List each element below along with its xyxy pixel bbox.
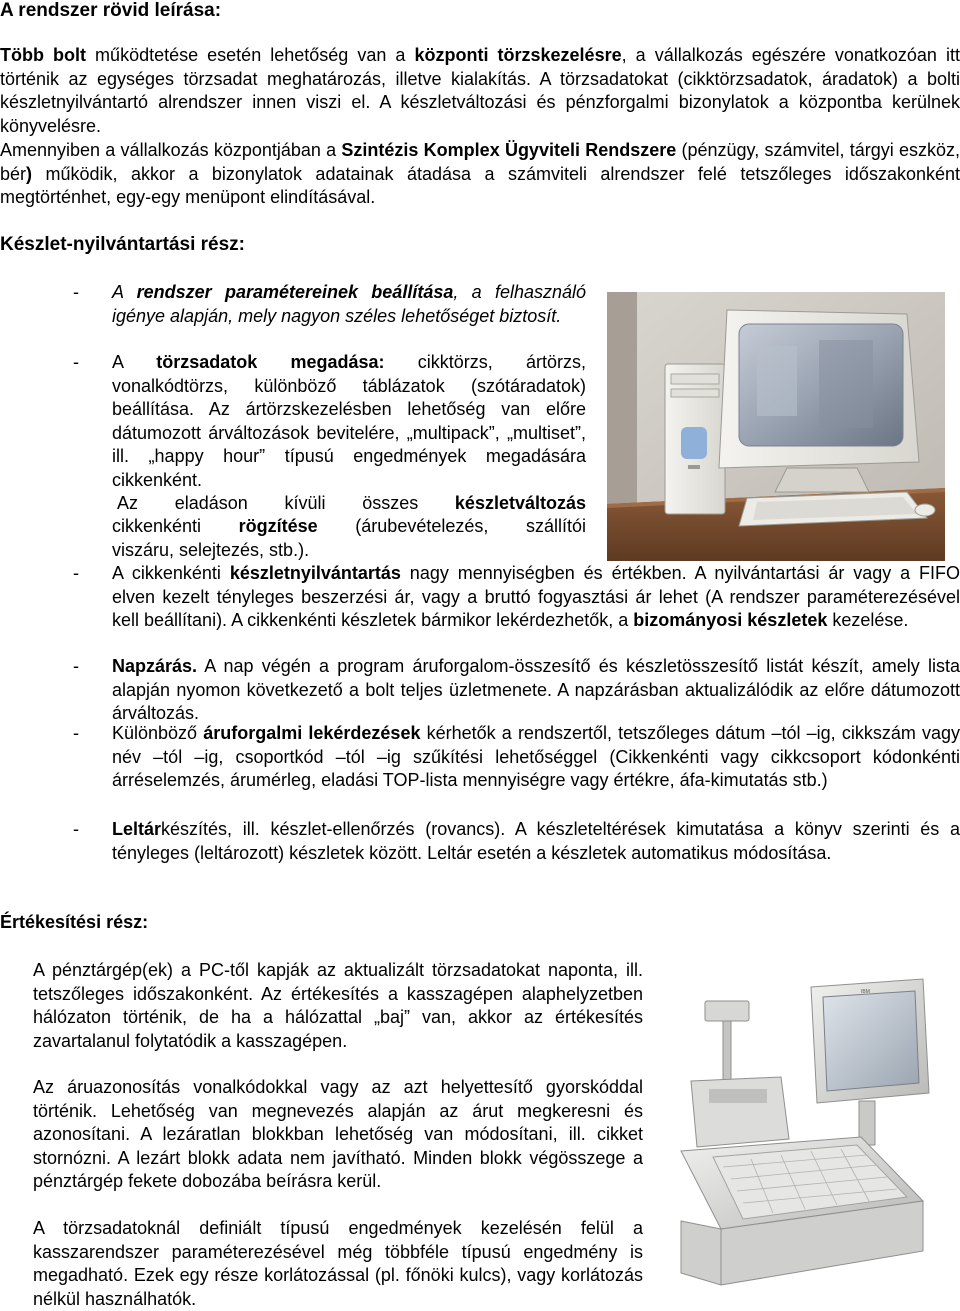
pc-photo <box>607 292 945 561</box>
list-item-stock-change-line2 <box>112 515 586 539</box>
text: Különböző <box>112 723 204 743</box>
paragraph-identification: Az áruazonosítás vonalkódokkal vagy az azt helyettesítő gyorskóddal történik. Lehetőség van megnevezés alapján az árut megkeresni és azonosítani. A lezáratlan blokkban lehetőség van módosítani, ill. cikket stornózni. A lezárt blokk adata nem javítható. Minden blokk végösszege a pénztárgép fekete dobozába beírásra kerül. <box>33 1077 643 1191</box>
list-item-stock-change-line1 <box>117 492 586 516</box>
list-dash: - <box>73 656 79 676</box>
text-bold: Leltár <box>112 819 162 839</box>
text-bold: központi törzskezelésre <box>414 45 622 65</box>
text: működtetése esetén lehetőség van a <box>86 45 415 65</box>
pos-illustration <box>661 951 946 1299</box>
text-bold: Napzárás. <box>112 656 198 676</box>
text-bold: bizományosi készletek <box>633 610 828 630</box>
text: , a vállalkozás egészére vonatkozóan itt történik az egységes törzsadat meghatározás, illetve kialakítás. A törzsadatokat (cikktörzsadatok, áradatok) a bolti készletnyilvántartó alrendszer innen viszi el. A készletváltozási és pénzforgalmi bizonylatok a központba kerülnek könyvelésre. <box>0 45 960 136</box>
list-item-master-data <box>73 351 586 492</box>
paragraph-pos-sync: A pénztárgép(ek) a PC-től kapják az aktualizált törzsadatokat naponta, ill. tetszőleges időszakonként. Az értékesítés a kasszagépen alaphelyzetben hálózaton történik, de ha a hálózattal „baj” van, akkor az értékesítés zavartalanul folytatódik a kasszagépen. <box>33 960 643 1051</box>
text: kezelése. <box>827 610 909 630</box>
text: (árubevételezés, szállítói <box>317 516 586 536</box>
text-bold: készletváltozás <box>454 493 586 513</box>
list-dash: - <box>73 563 79 583</box>
text: nagy mennyiségben és értékben. A nyilvántartási ár vagy a FIFO elven kezelt tényleges beszerzési ár, vagy a bruttó fogyasztási ár lehet (A rendszer paraméterezésével kell beállítani). A cikkenkénti készletek bármikor lekérdezhetők, a <box>112 563 960 630</box>
text-bold: törzsadatok megadása: <box>156 352 385 372</box>
text: (pénzügy, számvitel, tárgyi eszköz, bér <box>0 140 960 184</box>
list-dash: - <box>73 723 79 743</box>
pos-photo <box>661 951 946 1299</box>
text: , a felhasználó igénye alapján, mely nagyon széles lehetőséget biztosít. <box>112 282 587 326</box>
list-item-stocktaking <box>73 818 960 865</box>
list-dash: - <box>73 282 79 302</box>
text: cikkenkénti <box>112 516 239 536</box>
section-title-sales: Értékesítési rész: <box>0 912 149 932</box>
text: működik, akkor a bizonylatok adatainak átadása a számviteli alrendszer felé tetszőleges időszakonként megtörténhet, egy-egy menüpont elindításával. <box>0 163 960 207</box>
text-bold: Szintézis Komplex Ügyviteli Rendszere <box>341 140 677 160</box>
text-bold: ) <box>26 163 33 184</box>
section-title-inventory: Készlet-nyilvántartási rész: <box>0 234 245 255</box>
list-dash: - <box>73 819 79 839</box>
text: A cikkenkénti <box>112 563 230 583</box>
list-item-queries <box>73 722 960 793</box>
text-bold: rendszer paramétereinek beállítása <box>136 282 454 302</box>
text: Amennyiben a vállalkozás központjában a <box>0 140 342 160</box>
list-item-day-close <box>73 655 960 726</box>
text-bold: készletnyilvántartás <box>229 563 401 583</box>
text: kérhetők a rendszertől, tetszőleges dátum –tól –ig, cikkszám vagy név –tól –ig, csoportkód –tól –ig szűkítési lehetőséggel (Cikkenkénti vagy cikkcsoport kódonkénti árréselemzés, árumérleg, eladási TOP-lista mennyiségre vagy értékre, áfa-kimutatás stb.) <box>112 723 960 790</box>
section-title-overview: A rendszer rövid leírása: <box>0 0 222 21</box>
text: Az eladáson kívüli összes <box>117 493 455 513</box>
text: A <box>112 352 157 372</box>
list-item-settings <box>73 281 587 328</box>
list-dash: - <box>73 352 79 372</box>
text-bold: áruforgalmi lekérdezések <box>203 723 421 743</box>
brand-label: IBM <box>861 989 870 995</box>
text: A <box>112 282 137 302</box>
text-bold: Több bolt <box>0 45 87 65</box>
text: cikktörzs, ártörzs, vonalkódtörzs, különböző táblázatok (szótáradatok) beállítása. Az ártörzskezelésben lehetőség van előre dátumozott árváltozások bevitelére, „multipack”, „multiset”, ill. „happy hour” típusú engedmények megadására cikkenként. <box>112 352 586 490</box>
paragraph-central-master-data <box>0 44 960 138</box>
text: készítés, ill. készlet-ellenőrzés (rovancs). A készleteltérések kimutatása a könyv szerinti és a tényleges (leltározott) készletek között. Leltár esetén a készletek automatikus módosítása. <box>112 819 960 863</box>
list-item-stock-records <box>73 562 960 633</box>
pc-illustration <box>607 292 945 561</box>
paragraph-discounts: A törzsadatoknál definiált típusú engedmények kezelésén felül a kasszarendszer paraméterezésével még többféle típusú engedmény is megadható. Ezek egy része korlátozással (pl. főnöki kulcs), vagy korlátozás nélkül használhatók. <box>33 1218 643 1309</box>
paragraph-accounting-integration <box>0 139 960 210</box>
text: A nap végén a program áruforgalom-összesítő és készletösszesítő listát készít, amely lista alapján nyomon következető a bolt teljes üzletmenete. A napzárásban aktualizálódik az előre dátumozott árváltozás. <box>112 656 960 723</box>
text-bold: rögzítése <box>238 516 318 536</box>
list-item-stock-change-line3: viszáru, selejtezés, stb.). <box>112 540 310 560</box>
